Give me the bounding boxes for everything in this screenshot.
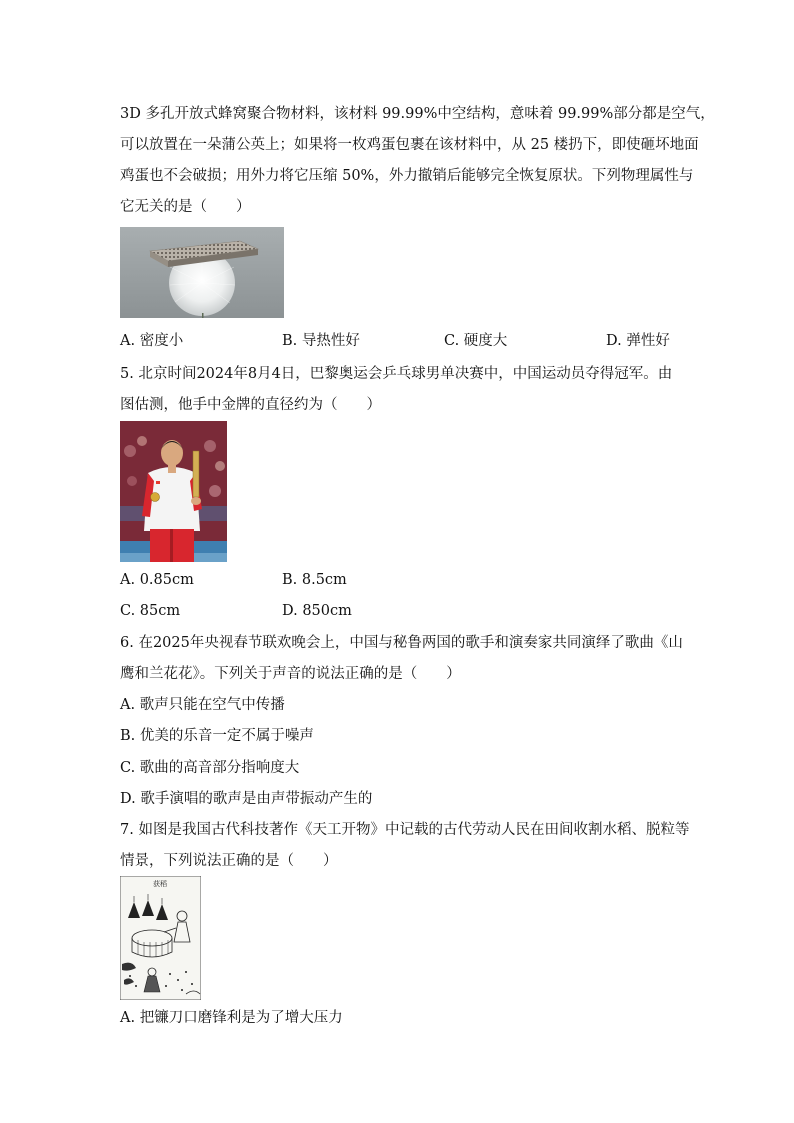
q4-line-3: 鸡蛋也不会破损；用外力将它压缩 50%，外力撤销后能够完全恢复原状。下列物理属性与	[120, 168, 694, 184]
q7-line-2: 情景，下列说法正确的是（ ）	[120, 853, 338, 869]
q5-option-c: C. 85cm	[120, 603, 181, 619]
q4-figure-svg	[120, 227, 284, 318]
q6-option-a: A. 歌声只能在空气中传播	[120, 697, 285, 713]
q4-figure-aerogel-on-dandelion	[120, 227, 284, 318]
q7-option-a: A. 把镰刀口磨锋利是为了增大压力	[120, 1010, 343, 1026]
q4-option-d: D. 弹性好	[606, 333, 670, 349]
q5-option-d: D. 850cm	[282, 603, 352, 619]
q4-line-1: 3D 多孔开放式蜂窝聚合物材料，该材料 99.99%中空结构，意味着 99.99%部分都是空气，	[120, 106, 715, 122]
q7-line-1: 7. 如图是我国古代科技著作《天工开物》中记载的古代劳动人民在田间收割水稻、脱粒等	[120, 822, 690, 838]
q5-option-b: B. 8.5cm	[282, 572, 347, 588]
q6-line-2: 鹰和兰花花》。下列关于声音的说法正确的是（ ）	[120, 666, 461, 682]
q5-option-a: A. 0.85cm	[120, 572, 194, 588]
q5-figure-svg	[120, 421, 227, 562]
q5-line-1: 5. 北京时间2024年8月4日，巴黎奥运会乒乓球男单决赛中，中国运动员夺得冠军。由	[120, 366, 673, 382]
q6-option-c: C. 歌曲的高音部分指响度大	[120, 760, 300, 776]
q7-figure-caption: 获稻	[153, 880, 167, 888]
q6-option-d: D. 歌手演唱的歌声是由声带振动产生的	[120, 791, 373, 807]
q5-line-2: 图估测，他手中金牌的直径约为（ ）	[120, 397, 381, 413]
q4-line-4: 它无关的是（ ）	[120, 199, 251, 215]
q5-figure-athlete-with-medal	[120, 421, 227, 562]
q4-line-2: 可以放置在一朵蒲公英上；如果将一枚鸡蛋包裹在该材料中，从 25 楼扔下，即使砸坏地面	[120, 137, 699, 153]
q4-option-c: C. 硬度大	[444, 333, 508, 349]
q4-option-a: A. 密度小	[120, 333, 184, 349]
q4-option-b: B. 导热性好	[282, 333, 360, 349]
q7-figure-svg	[120, 876, 201, 1000]
q6-line-1: 6. 在2025年央视春节联欢晚会上，中国与秘鲁两国的歌手和演奏家共同演绎了歌曲《山	[120, 635, 683, 651]
q6-option-b: B. 优美的乐音一定不属于噪声	[120, 728, 314, 744]
q7-figure-ancient-harvest-woodcut	[120, 876, 201, 1000]
